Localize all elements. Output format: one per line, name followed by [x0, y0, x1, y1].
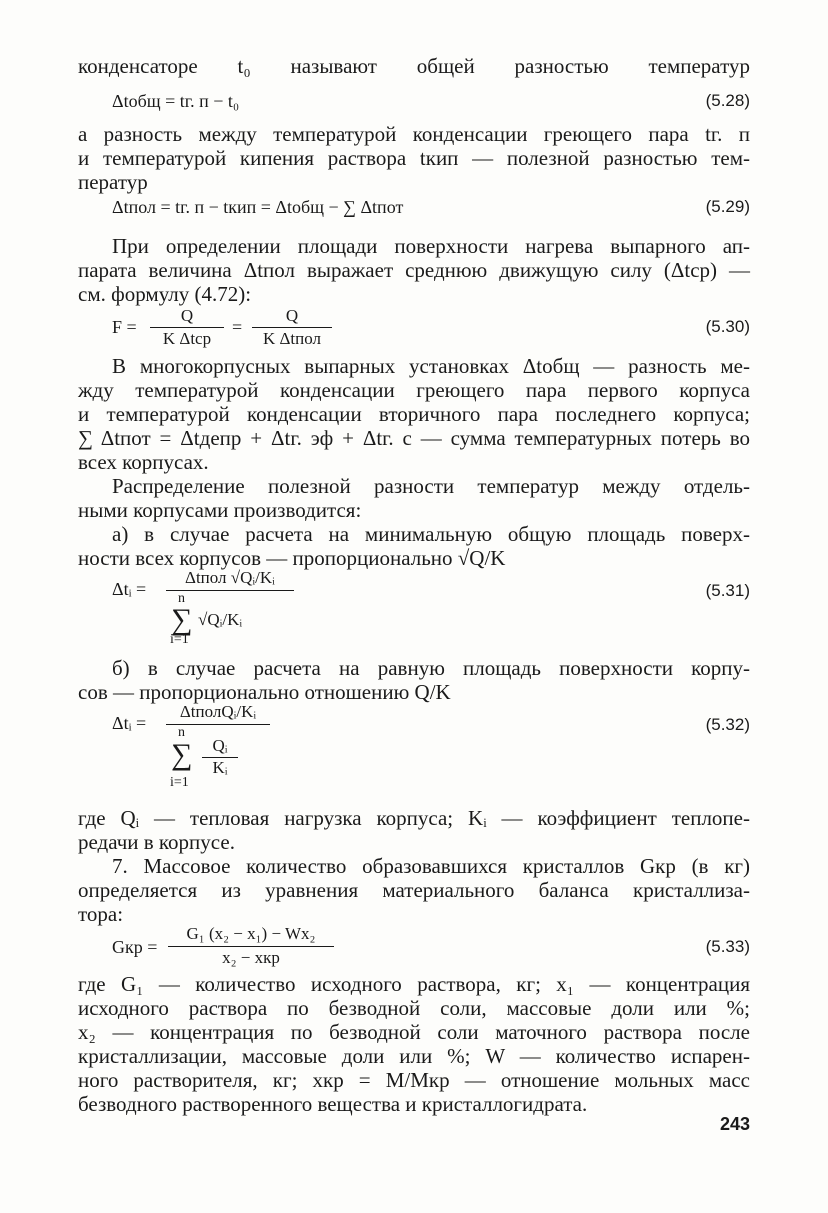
text-line: всех корпусах. [78, 450, 209, 474]
text-line: парата величина Δtпол выражает среднюю движущую силу (Δtср) — [78, 258, 750, 282]
text-line: ности всех корпусов — пропорционально √Q/K [78, 546, 506, 570]
sum-lower-limit: i=1 [170, 775, 189, 790]
fraction-numerator: ΔtполQᵢ/Kᵢ [179, 702, 257, 721]
text-line: сов — пропорционально отношению Q/K [78, 680, 451, 704]
fraction-numerator: Δtпол √Qᵢ/Kᵢ [185, 568, 275, 587]
equals-sign: = [232, 317, 243, 337]
equation-number: (5.29) [705, 197, 750, 216]
text-line: 7. Массовое количество образовавшихся кристаллов Gкр (в кг) [112, 854, 750, 878]
page-number: 243 [719, 1114, 750, 1134]
text-line: б) в случае расчета на равную площадь поверхности корпу- [112, 656, 750, 680]
text-line: x₂ — концентрация по безводной соли маточного раствора после [78, 1020, 750, 1044]
equation-number: (5.33) [705, 937, 750, 956]
equation-number: (5.28) [705, 91, 750, 110]
fraction-numerator: Q [285, 306, 299, 325]
fraction-denominator: K Δtср [162, 329, 212, 348]
text-line: где Qᵢ — тепловая нагрузка корпуса; Kᵢ — коэффициент теплопе- [78, 806, 750, 830]
text-line: см. формулу (4.72): [78, 282, 252, 306]
text-line: а разность между температурой конденсации греющего пара tг. п [78, 122, 750, 146]
fraction-bar [252, 327, 332, 328]
text-line: тора: [78, 902, 124, 926]
text-line: а) в случае расчета на минимальную общую площадь поверх- [112, 522, 750, 546]
text-line: ∑ Δtпот = Δtдепр + Δtг. эф + Δtг. с — сумма температурных потерь во [78, 426, 750, 450]
fraction-numerator: Q [180, 306, 194, 325]
fraction-denominator: √Qᵢ/Kᵢ [198, 610, 243, 629]
text-line: безводного растворенного вещества и кристаллогидрата. [78, 1092, 588, 1116]
text-line: определяется из уравнения материального баланса кристаллиза- [78, 878, 750, 902]
inner-numerator: Qᵢ [212, 736, 228, 755]
text-line: Распределение полезной разности температур между отдель- [112, 474, 750, 498]
text-line: и температурой конденсации вторичного пара последнего корпуса; [78, 402, 750, 426]
text-line: При определении площади поверхности нагрева выпарного ап- [112, 234, 750, 258]
equation-5-29: Δtпол = tг. п − tкип = Δtобщ − ∑ Δtпот [112, 197, 404, 217]
text-line: В многокорпусных выпарных установках Δtобщ — разность ме- [112, 354, 750, 378]
fraction-denominator: K Δtпол [262, 329, 322, 348]
fraction-bar [150, 327, 224, 328]
text-line: редачи в корпусе. [78, 830, 235, 854]
fraction-numerator: G₁ (x₂ − x₁) − Wx₂ [186, 924, 316, 943]
text-line: конденсаторе t₀ называют общей разностью температур [78, 54, 750, 78]
fraction-bar [166, 590, 294, 591]
equation-5-28: Δtобщ = tг. п − t₀ [112, 91, 240, 111]
text-line: исходного раствора по безводной соли, массовые доли или %; [78, 996, 750, 1020]
fraction-bar [168, 946, 334, 947]
sum-upper-limit: n [178, 591, 185, 606]
equation-lhs: Δtᵢ = [112, 579, 147, 599]
equation-number: (5.32) [705, 715, 750, 734]
sum-upper-limit: n [178, 725, 185, 740]
text-line: кристаллизации, массовые доли или %; W — количество испарен- [78, 1044, 750, 1068]
summation-sign: ∑ [171, 603, 193, 636]
text-line: ными корпусами производится: [78, 498, 362, 522]
equation-lhs: Gкр = [112, 937, 158, 957]
equation-number: (5.30) [705, 317, 750, 336]
equation-lhs: Δtᵢ = [112, 713, 147, 733]
equation-number: (5.31) [705, 581, 750, 600]
text-line: и температурой кипения раствора tкип — полезной разностью тем- [78, 146, 750, 170]
sum-lower-limit: i=1 [170, 632, 189, 647]
text-line: жду температурой конденсации греющего пара первого корпуса [78, 378, 750, 402]
inner-denominator: Kᵢ [212, 758, 228, 777]
summation-sign: ∑ [171, 738, 193, 771]
text-line: ного растворителя, кг; xкр = M/Mкр — отношение мольных масс [78, 1068, 750, 1092]
text-line: где G₁ — количество исходного раствора, кг; x₁ — концентрация [78, 972, 750, 996]
equation-lhs: F = [112, 317, 137, 337]
text-line: ператур [78, 170, 148, 194]
fraction-denominator: x₂ − xкр [222, 948, 280, 967]
